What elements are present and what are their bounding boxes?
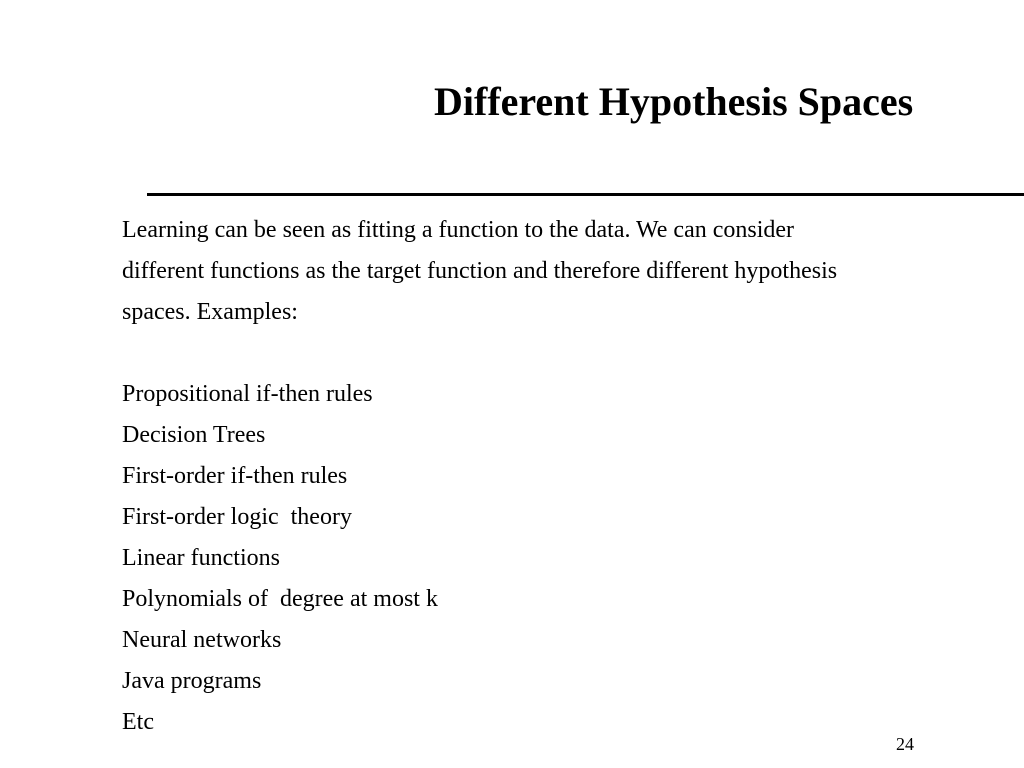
list-item: Linear functions xyxy=(122,545,280,571)
list-item: Polynomials of degree at most k xyxy=(122,586,438,612)
slide-body xyxy=(122,210,1002,743)
list-item: Etc xyxy=(122,709,154,735)
list-item: Propositional if-then rules xyxy=(122,381,373,407)
intro-line: Learning can be seen as fitting a function to the data. We can consider xyxy=(122,217,795,243)
list-item: Decision Trees xyxy=(122,422,266,448)
list-item: Neural networks xyxy=(122,627,282,653)
list-item: Java programs xyxy=(122,668,262,694)
examples-list xyxy=(122,374,1002,743)
intro-paragraph xyxy=(122,210,1002,333)
title-divider xyxy=(147,193,1024,196)
page-number: 24 xyxy=(896,734,914,754)
slide-title: Different Hypothesis Spaces xyxy=(434,79,914,124)
intro-line: spaces. Examples: xyxy=(122,299,298,325)
intro-line: different functions as the target function and therefore different hypothesis xyxy=(122,258,838,284)
paragraph-spacer xyxy=(122,333,1002,374)
list-item: First-order logic theory xyxy=(122,504,352,530)
list-item: First-order if-then rules xyxy=(122,463,348,489)
